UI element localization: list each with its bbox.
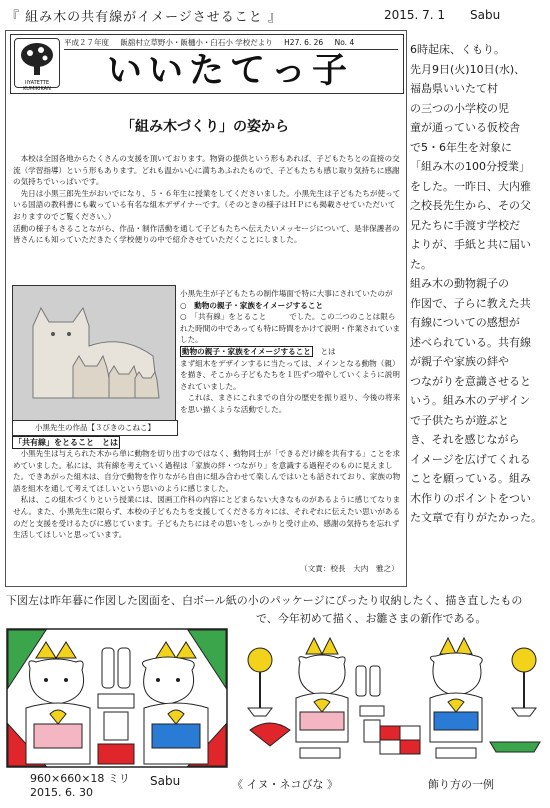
note-line: た文章で有りがたかった。 (410, 511, 542, 524)
note-line: 有線についての感想が (410, 316, 520, 329)
bottom-note-line-2: で、今年初めて描く、お雛さまの新作である。 (256, 612, 487, 625)
newsletter-info (64, 37, 398, 50)
right-col-text: まず組木をデザインするに当たっては、メインとなる動物（親）を描き、そこから子どもたちを１匹ずつ増やしていくように説明されていました。 (180, 358, 400, 391)
newsletter-masthead: いいたてっ子 (106, 51, 353, 91)
article-right-column (180, 288, 402, 416)
note-line: つながりを意識させると (410, 374, 531, 388)
note-line: 6時起床、くもり。 (410, 43, 505, 56)
note-line: 童が通っている仮校舎 (410, 121, 520, 134)
note-line: が親子や家族の絆や (410, 355, 509, 368)
info-schools: 飯舘村立草野小・飯樋小・臼石小 学校だより (120, 38, 273, 47)
note-line: で子供たちが遊ぶと (410, 413, 509, 427)
note-line: 述べられている。共有線 (410, 335, 531, 349)
kumiki-photo (12, 285, 176, 421)
tree-logo-icon (15, 39, 59, 79)
right-col-point-1: ○ 動物の親子・家族をイメージすること (180, 300, 324, 310)
right-col-line: 小黒先生が子どもたちの制作場面で特に大事にされていたのが (180, 289, 393, 298)
bottom-note-line-1: 下図左は昨年暮に作図した図面を、白ボール紙の小のパッケージにぴったり収納したく、描き直したもの (6, 594, 523, 607)
right-col-point-2: ○ 「共有線」をとること でした。この二つのことは限られた時間の中であっても特に時間をかけて説明・作業されていました。 (180, 312, 401, 345)
info-date: H27. 6. 26 (284, 38, 324, 47)
note-line: き、それを感じながら (410, 433, 520, 446)
note-line: イメージを広げてくれる (410, 452, 531, 466)
article-heading: 「組み木づくり」の姿から (121, 119, 289, 135)
right-col-subhead-wrap: 動物の親子・家族をイメージすること とは (182, 346, 336, 356)
puzzle-signature: Sabu (150, 774, 181, 788)
handwritten-notes (410, 40, 548, 528)
note-line: 先月9日(火)10日(水)、 (410, 62, 526, 76)
note-line: 兄たちに手渡す学校だ (410, 218, 520, 232)
note-line: 組み木の動物親子の (410, 277, 509, 290)
article-intro: 本校は全国各地からたくさんの支援を頂いております。物資の提供という形もあれば、子どもたちとの直接の交流（学習指導）という形もあります。どれも温かい心に満ちあふれたもので、子どもたちも感じ取り気持ちに感謝の気持ちでいっぱいです。 先日は小黒三郎先生がおいでになり、５・６年生に授業をしてくださいました。小黒先生は子どもたちが使っている国語の教科書にも載っている有名な組木デザイナーです。（そのときの様子はＨＰにも掲載させていただいておりますのでご覧ください。） 活動の様子もさることながら、作品・制作活動を通して子どもたちへ伝えたいメッセージについて、是非保護者の皆さんにも知っていただきたく学校便りの中で紹介させていただくことにしました。 (13, 154, 401, 245)
page-date: 2015. 7. 1 (384, 8, 446, 22)
note-line: いう。組み木のデザイン (410, 394, 531, 407)
note-line: 之校長先生から、その父 (410, 199, 531, 212)
note-line: の三つの小学校の児 (410, 101, 509, 115)
hina-decoration-drawing (240, 630, 546, 770)
note-line: で5・6年生を対象に (410, 140, 512, 154)
cat-puzzle-image (13, 286, 175, 420)
info-year: 平成２７年度 (64, 38, 109, 47)
photo-caption: 小黒先生の作品【３びきのこねこ】 (12, 420, 178, 436)
article-body: 小黒先生は与えられた木から単に動物を切り出すのではなく、動物同士が「できるだけ線を共有する」ことを求めていました。私には、共有線を考えていく過程は「家族の絆・つながり」を意識する過程そのものに見えました。できあがった組木は、自分で動物を作りながら自由に組み合わせて楽しんではいとも話されており、家族の物語を組木を通して考えてほしいという思いのように感じました。 私は、この組木づくりという授業には、図画工作科の内容にとどまらない大きなものがあるように感じてなりません。また、小黒先生に限らず、本校の子どもたちを支援してくださる方々には、それぞれに伝えたい思いがあるのだと支援を受けるたびに感じています。子どもたちにはその思いをしっかりと受け止め、感謝の気持ちを忘れず生活してほしいと思っています。 (13, 449, 401, 540)
info-number: No. 4 (334, 38, 355, 47)
note-line: をした。一昨日、大内雅 (410, 179, 531, 193)
note-line: 「組み木の100分授業」 (410, 160, 530, 173)
decoration-caption: 飾り方の一例 (428, 778, 494, 791)
note-line: よりが、手紙と共に届いた。 (410, 238, 531, 271)
puzzle-dimensions: 960×660×18 ミリ (30, 772, 130, 785)
right-col-text-2: これは、まさにこれまでの自分の歴史を振り返り、今後の将来を思い描くような活動でした。 (180, 393, 401, 414)
note-line: 作図で、子らに教えた共 (410, 296, 531, 310)
note-line: ことを願っている。組み (410, 472, 531, 485)
kyoyusen-heading: 「共有線」をとること とは (14, 437, 118, 447)
right-col-subhead: 動物の親子・家族をイメージすること (182, 346, 311, 356)
page-title: 『 組み木の共有線がイメージさせること 』 (6, 10, 282, 25)
note-line: 福島県いいたて村 (410, 82, 498, 95)
puzzle-date: 2015. 6. 30 (30, 786, 93, 799)
note-line: 木作りのポイントをつい (410, 491, 531, 505)
logo-text: IIYATETTE KUMIKIKAN (23, 80, 51, 92)
page-author: Sabu (470, 8, 501, 22)
bottom-note (6, 592, 546, 628)
article-signature: （文責：校長 大内 雅之） (300, 564, 399, 573)
dog-cat-hina-puzzle-drawing (6, 628, 228, 768)
puzzle-caption: 《 イヌ・ネコびな 》 (232, 778, 338, 791)
